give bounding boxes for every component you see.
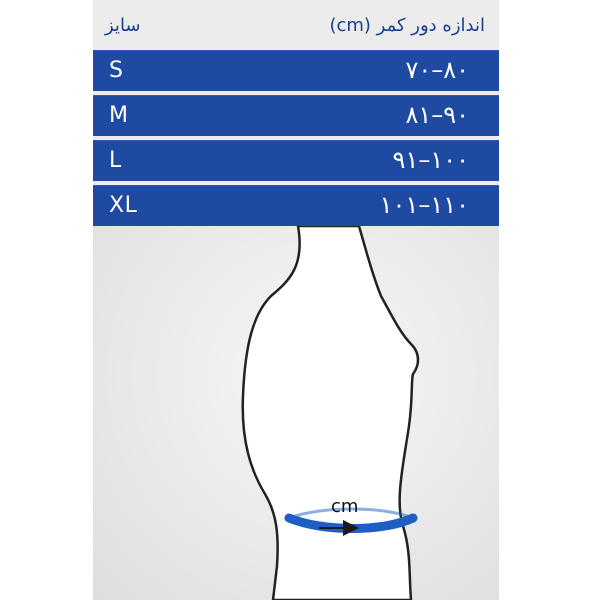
size-row-m <box>93 95 499 136</box>
waist-range: ۷۰–۸۰ <box>405 56 469 84</box>
size-heading: سایز <box>105 15 141 36</box>
size-rows <box>93 50 499 230</box>
waist-range: ۱۰۱–۱۱۰ <box>379 191 469 219</box>
size-row-l <box>93 140 499 181</box>
waist-range: ۹۱–۱۰۰ <box>392 146 469 174</box>
size-row-xl <box>93 185 499 226</box>
size-label: XL <box>109 193 138 218</box>
size-label: L <box>109 148 122 173</box>
size-label: S <box>109 58 124 83</box>
torso-silhouette <box>93 226 499 600</box>
waist-range: ۸۱–۹۰ <box>405 101 469 129</box>
torso-shape <box>243 226 418 600</box>
table-header <box>93 0 499 50</box>
waist-measurement-heading: اندازه دور کمر (cm) <box>329 15 485 36</box>
size-label: M <box>109 103 129 128</box>
body-illustration <box>93 226 499 600</box>
size-row-s <box>93 50 499 91</box>
unit-label: cm <box>331 496 359 517</box>
size-chart <box>93 0 499 600</box>
